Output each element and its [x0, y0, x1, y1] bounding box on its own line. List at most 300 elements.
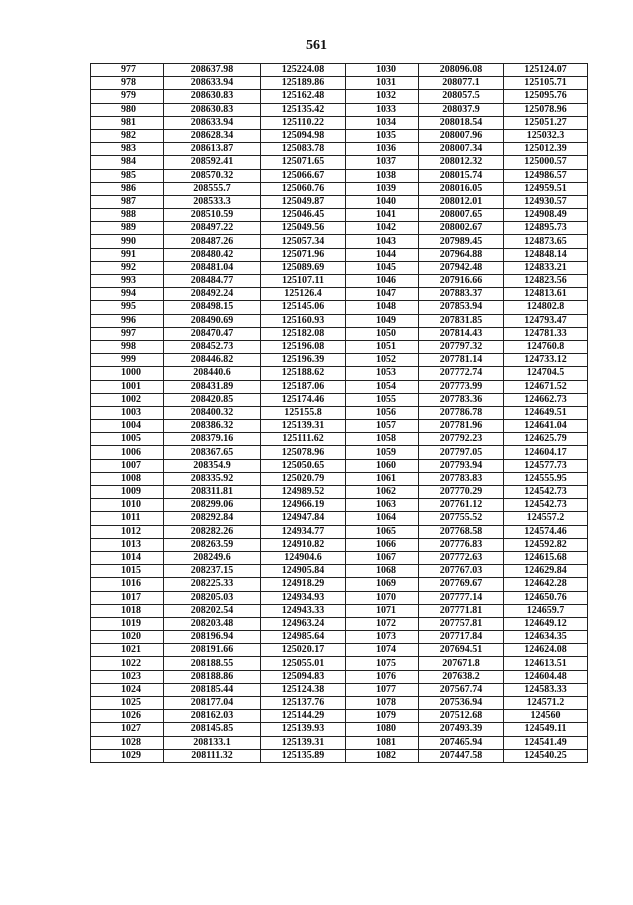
- y-coordinate-left: 124934.93: [261, 591, 346, 604]
- point-number-left: 999: [91, 354, 164, 367]
- y-coordinate-right: 124604.17: [504, 446, 588, 459]
- x-coordinate-left: 208498.15: [164, 301, 261, 314]
- point-number-left: 1019: [91, 617, 164, 630]
- point-number-left: 1011: [91, 512, 164, 525]
- table-row: [91, 657, 588, 670]
- y-coordinate-left: 125107.11: [261, 275, 346, 288]
- table-row: [91, 393, 588, 406]
- point-number-right: 1055: [346, 393, 419, 406]
- y-coordinate-right: 124959.51: [504, 182, 588, 195]
- x-coordinate-left: 208145.85: [164, 723, 261, 736]
- x-coordinate-left: 208440.6: [164, 367, 261, 380]
- x-coordinate-right: 207512.68: [419, 710, 504, 723]
- y-coordinate-left: 124910.82: [261, 538, 346, 551]
- x-coordinate-right: 207755.52: [419, 512, 504, 525]
- x-coordinate-right: 207786.78: [419, 406, 504, 419]
- y-coordinate-left: 125187.06: [261, 380, 346, 393]
- x-coordinate-right: 208007.65: [419, 209, 504, 222]
- point-number-right: 1031: [346, 77, 419, 90]
- point-number-left: 1026: [91, 710, 164, 723]
- y-coordinate-right: 124895.73: [504, 222, 588, 235]
- point-number-right: 1078: [346, 697, 419, 710]
- y-coordinate-right: 124634.35: [504, 631, 588, 644]
- x-coordinate-left: 208533.3: [164, 195, 261, 208]
- x-coordinate-right: 207757.81: [419, 617, 504, 630]
- y-coordinate-left: 125139.93: [261, 723, 346, 736]
- table-row: [91, 499, 588, 512]
- table-row: [91, 235, 588, 248]
- y-coordinate-right: 124574.46: [504, 525, 588, 538]
- point-number-left: 1007: [91, 459, 164, 472]
- x-coordinate-right: 207783.83: [419, 472, 504, 485]
- point-number-right: 1071: [346, 604, 419, 617]
- y-coordinate-right: 124662.73: [504, 393, 588, 406]
- y-coordinate-left: 125155.8: [261, 406, 346, 419]
- y-coordinate-right: 124704.5: [504, 367, 588, 380]
- point-number-left: 989: [91, 222, 164, 235]
- point-number-left: 984: [91, 156, 164, 169]
- table-row: [91, 446, 588, 459]
- point-number-left: 1010: [91, 499, 164, 512]
- y-coordinate-right: 124781.33: [504, 327, 588, 340]
- point-number-right: 1054: [346, 380, 419, 393]
- y-coordinate-left: 125188.62: [261, 367, 346, 380]
- y-coordinate-left: 125046.45: [261, 209, 346, 222]
- y-coordinate-right: 125012.39: [504, 143, 588, 156]
- point-number-right: 1068: [346, 565, 419, 578]
- table-row: [91, 129, 588, 142]
- table-row: [91, 617, 588, 630]
- x-coordinate-right: 208077.1: [419, 77, 504, 90]
- x-coordinate-left: 208480.42: [164, 248, 261, 261]
- x-coordinate-left: 208249.6: [164, 551, 261, 564]
- y-coordinate-right: 125078.96: [504, 103, 588, 116]
- x-coordinate-left: 208510.59: [164, 209, 261, 222]
- table-row: [91, 749, 588, 762]
- table-row: [91, 301, 588, 314]
- x-coordinate-left: 208613.87: [164, 143, 261, 156]
- x-coordinate-left: 208111.32: [164, 749, 261, 762]
- x-coordinate-right: 207694.51: [419, 644, 504, 657]
- point-number-left: 1006: [91, 446, 164, 459]
- y-coordinate-left: 124905.84: [261, 565, 346, 578]
- point-number-right: 1052: [346, 354, 419, 367]
- point-number-right: 1077: [346, 683, 419, 696]
- y-coordinate-left: 125224.08: [261, 64, 346, 77]
- x-coordinate-left: 208196.94: [164, 631, 261, 644]
- y-coordinate-left: 124966.19: [261, 499, 346, 512]
- y-coordinate-left: 125160.93: [261, 314, 346, 327]
- x-coordinate-left: 208431.89: [164, 380, 261, 393]
- y-coordinate-right: 125032.3: [504, 129, 588, 142]
- y-coordinate-left: 125110.22: [261, 116, 346, 129]
- x-coordinate-left: 208133.1: [164, 736, 261, 749]
- point-number-left: 1022: [91, 657, 164, 670]
- x-coordinate-right: 208018.54: [419, 116, 504, 129]
- table-row: [91, 222, 588, 235]
- x-coordinate-right: 207792.23: [419, 433, 504, 446]
- point-number-left: 1025: [91, 697, 164, 710]
- x-coordinate-right: 207767.03: [419, 565, 504, 578]
- table-row: [91, 406, 588, 419]
- x-coordinate-right: 207964.88: [419, 248, 504, 261]
- table-row: [91, 275, 588, 288]
- x-coordinate-right: 207793.94: [419, 459, 504, 472]
- point-number-right: 1040: [346, 195, 419, 208]
- y-coordinate-right: 124659.7: [504, 604, 588, 617]
- point-number-left: 1027: [91, 723, 164, 736]
- x-coordinate-right: 208057.5: [419, 90, 504, 103]
- table-row: [91, 525, 588, 538]
- x-coordinate-left: 208592.41: [164, 156, 261, 169]
- point-number-right: 1063: [346, 499, 419, 512]
- coordinates-table: [90, 63, 588, 763]
- y-coordinate-left: 125196.08: [261, 340, 346, 353]
- y-coordinate-right: 124641.04: [504, 420, 588, 433]
- point-number-right: 1081: [346, 736, 419, 749]
- table-row: [91, 90, 588, 103]
- table-row: [91, 261, 588, 274]
- x-coordinate-left: 208311.81: [164, 486, 261, 499]
- y-coordinate-right: 124649.51: [504, 406, 588, 419]
- point-number-right: 1035: [346, 129, 419, 142]
- table-row: [91, 736, 588, 749]
- y-coordinate-left: 125145.06: [261, 301, 346, 314]
- x-coordinate-right: 208002.67: [419, 222, 504, 235]
- point-number-left: 1023: [91, 670, 164, 683]
- point-number-left: 977: [91, 64, 164, 77]
- x-coordinate-left: 208470.47: [164, 327, 261, 340]
- y-coordinate-right: 124541.49: [504, 736, 588, 749]
- table-row: [91, 195, 588, 208]
- point-number-right: 1056: [346, 406, 419, 419]
- y-coordinate-right: 124629.84: [504, 565, 588, 578]
- table-row: [91, 182, 588, 195]
- y-coordinate-right: 124930.57: [504, 195, 588, 208]
- y-coordinate-left: 125083.78: [261, 143, 346, 156]
- point-number-right: 1074: [346, 644, 419, 657]
- point-number-left: 979: [91, 90, 164, 103]
- x-coordinate-right: 207776.83: [419, 538, 504, 551]
- x-coordinate-right: 207671.8: [419, 657, 504, 670]
- x-coordinate-right: 207797.32: [419, 340, 504, 353]
- x-coordinate-right: 207797.05: [419, 446, 504, 459]
- x-coordinate-left: 208191.66: [164, 644, 261, 657]
- table-row: [91, 340, 588, 353]
- x-coordinate-right: 207783.36: [419, 393, 504, 406]
- point-number-left: 980: [91, 103, 164, 116]
- point-number-left: 1015: [91, 565, 164, 578]
- y-coordinate-left: 125124.38: [261, 683, 346, 696]
- y-coordinate-left: 125057.34: [261, 235, 346, 248]
- x-coordinate-right: 207465.94: [419, 736, 504, 749]
- x-coordinate-left: 208379.16: [164, 433, 261, 446]
- y-coordinate-right: 124986.57: [504, 169, 588, 182]
- point-number-right: 1033: [346, 103, 419, 116]
- x-coordinate-right: 207769.67: [419, 578, 504, 591]
- x-coordinate-right: 207781.96: [419, 420, 504, 433]
- y-coordinate-right: 124540.25: [504, 749, 588, 762]
- table-row: [91, 367, 588, 380]
- point-number-right: 1038: [346, 169, 419, 182]
- point-number-left: 987: [91, 195, 164, 208]
- y-coordinate-left: 125055.01: [261, 657, 346, 670]
- y-coordinate-right: 124649.12: [504, 617, 588, 630]
- table-row: [91, 565, 588, 578]
- y-coordinate-left: 124989.52: [261, 486, 346, 499]
- x-coordinate-left: 208487.26: [164, 235, 261, 248]
- point-number-left: 1004: [91, 420, 164, 433]
- x-coordinate-right: 207831.85: [419, 314, 504, 327]
- x-coordinate-left: 208203.48: [164, 617, 261, 630]
- y-coordinate-right: 125000.57: [504, 156, 588, 169]
- y-coordinate-right: 124542.73: [504, 499, 588, 512]
- point-number-left: 983: [91, 143, 164, 156]
- table-row: [91, 697, 588, 710]
- point-number-right: 1058: [346, 433, 419, 446]
- x-coordinate-left: 208492.24: [164, 288, 261, 301]
- point-number-right: 1065: [346, 525, 419, 538]
- y-coordinate-right: 124908.49: [504, 209, 588, 222]
- point-number-left: 998: [91, 340, 164, 353]
- y-coordinate-right: 124802.8: [504, 301, 588, 314]
- point-number-right: 1043: [346, 235, 419, 248]
- x-coordinate-left: 208202.54: [164, 604, 261, 617]
- point-number-left: 1024: [91, 683, 164, 696]
- point-number-right: 1060: [346, 459, 419, 472]
- table-row: [91, 670, 588, 683]
- y-coordinate-left: 124918.29: [261, 578, 346, 591]
- point-number-left: 1013: [91, 538, 164, 551]
- point-number-left: 997: [91, 327, 164, 340]
- x-coordinate-left: 208446.82: [164, 354, 261, 367]
- point-number-left: 995: [91, 301, 164, 314]
- y-coordinate-right: 124793.47: [504, 314, 588, 327]
- table-row: [91, 143, 588, 156]
- table-row: [91, 288, 588, 301]
- x-coordinate-right: 208015.74: [419, 169, 504, 182]
- y-coordinate-right: 124642.28: [504, 578, 588, 591]
- table-row: [91, 710, 588, 723]
- y-coordinate-left: 125094.98: [261, 129, 346, 142]
- y-coordinate-left: 125094.83: [261, 670, 346, 683]
- table-row: [91, 64, 588, 77]
- page-number: 561: [306, 38, 327, 53]
- x-coordinate-left: 208637.98: [164, 64, 261, 77]
- y-coordinate-right: 124542.73: [504, 486, 588, 499]
- x-coordinate-left: 208263.59: [164, 538, 261, 551]
- point-number-right: 1075: [346, 657, 419, 670]
- x-coordinate-right: 207770.29: [419, 486, 504, 499]
- y-coordinate-right: 124625.79: [504, 433, 588, 446]
- y-coordinate-left: 125020.79: [261, 472, 346, 485]
- point-number-right: 1069: [346, 578, 419, 591]
- point-number-right: 1042: [346, 222, 419, 235]
- point-number-right: 1048: [346, 301, 419, 314]
- point-number-left: 1012: [91, 525, 164, 538]
- y-coordinate-left: 125135.89: [261, 749, 346, 762]
- y-coordinate-left: 125135.42: [261, 103, 346, 116]
- point-number-right: 1080: [346, 723, 419, 736]
- point-number-left: 1003: [91, 406, 164, 419]
- table-row: [91, 420, 588, 433]
- point-number-left: 978: [91, 77, 164, 90]
- x-coordinate-right: 208037.9: [419, 103, 504, 116]
- x-coordinate-right: 207536.94: [419, 697, 504, 710]
- y-coordinate-right: 124560: [504, 710, 588, 723]
- x-coordinate-left: 208292.84: [164, 512, 261, 525]
- y-coordinate-left: 124985.64: [261, 631, 346, 644]
- table-row: [91, 156, 588, 169]
- x-coordinate-left: 208633.94: [164, 116, 261, 129]
- y-coordinate-right: 124848.14: [504, 248, 588, 261]
- table-row: [91, 77, 588, 90]
- point-number-right: 1047: [346, 288, 419, 301]
- y-coordinate-right: 125124.07: [504, 64, 588, 77]
- point-number-left: 990: [91, 235, 164, 248]
- x-coordinate-left: 208400.32: [164, 406, 261, 419]
- point-number-right: 1076: [346, 670, 419, 683]
- x-coordinate-left: 208299.06: [164, 499, 261, 512]
- point-number-left: 1005: [91, 433, 164, 446]
- y-coordinate-right: 124604.48: [504, 670, 588, 683]
- point-number-right: 1082: [346, 749, 419, 762]
- y-coordinate-right: 124571.2: [504, 697, 588, 710]
- x-coordinate-left: 208205.03: [164, 591, 261, 604]
- y-coordinate-left: 125144.29: [261, 710, 346, 723]
- point-number-left: 1001: [91, 380, 164, 393]
- x-coordinate-right: 208096.08: [419, 64, 504, 77]
- y-coordinate-right: 124577.73: [504, 459, 588, 472]
- point-number-left: 1020: [91, 631, 164, 644]
- y-coordinate-left: 125182.08: [261, 327, 346, 340]
- point-number-left: 982: [91, 129, 164, 142]
- point-number-left: 1002: [91, 393, 164, 406]
- point-number-left: 986: [91, 182, 164, 195]
- point-number-left: 1021: [91, 644, 164, 657]
- table-row: [91, 486, 588, 499]
- point-number-right: 1046: [346, 275, 419, 288]
- y-coordinate-left: 125139.31: [261, 420, 346, 433]
- point-number-right: 1045: [346, 261, 419, 274]
- x-coordinate-right: 207777.14: [419, 591, 504, 604]
- x-coordinate-left: 208188.86: [164, 670, 261, 683]
- point-number-right: 1072: [346, 617, 419, 630]
- y-coordinate-right: 124549.11: [504, 723, 588, 736]
- x-coordinate-right: 208007.34: [419, 143, 504, 156]
- table-row: [91, 116, 588, 129]
- table-row: [91, 354, 588, 367]
- x-coordinate-right: 208016.05: [419, 182, 504, 195]
- y-coordinate-left: 125137.76: [261, 697, 346, 710]
- table-row: [91, 380, 588, 393]
- point-number-right: 1037: [346, 156, 419, 169]
- x-coordinate-left: 208188.55: [164, 657, 261, 670]
- table-row: [91, 209, 588, 222]
- point-number-right: 1067: [346, 551, 419, 564]
- x-coordinate-left: 208484.77: [164, 275, 261, 288]
- y-coordinate-left: 125050.65: [261, 459, 346, 472]
- point-number-right: 1053: [346, 367, 419, 380]
- point-number-left: 991: [91, 248, 164, 261]
- point-number-left: 1000: [91, 367, 164, 380]
- x-coordinate-right: 207772.63: [419, 551, 504, 564]
- point-number-left: 993: [91, 275, 164, 288]
- point-number-left: 1018: [91, 604, 164, 617]
- x-coordinate-left: 208386.32: [164, 420, 261, 433]
- y-coordinate-right: 124592.82: [504, 538, 588, 551]
- y-coordinate-left: 125189.86: [261, 77, 346, 90]
- y-coordinate-right: 124557.2: [504, 512, 588, 525]
- x-coordinate-right: 207638.2: [419, 670, 504, 683]
- x-coordinate-right: 207853.94: [419, 301, 504, 314]
- y-coordinate-left: 124934.77: [261, 525, 346, 538]
- point-number-left: 996: [91, 314, 164, 327]
- point-number-right: 1049: [346, 314, 419, 327]
- x-coordinate-left: 208420.85: [164, 393, 261, 406]
- y-coordinate-right: 125051.27: [504, 116, 588, 129]
- x-coordinate-left: 208633.94: [164, 77, 261, 90]
- point-number-right: 1073: [346, 631, 419, 644]
- x-coordinate-left: 208481.04: [164, 261, 261, 274]
- y-coordinate-left: 125071.96: [261, 248, 346, 261]
- y-coordinate-left: 124943.33: [261, 604, 346, 617]
- y-coordinate-left: 125049.56: [261, 222, 346, 235]
- point-number-left: 1009: [91, 486, 164, 499]
- x-coordinate-left: 208497.22: [164, 222, 261, 235]
- table-row: [91, 314, 588, 327]
- table-row: [91, 327, 588, 340]
- point-number-right: 1066: [346, 538, 419, 551]
- point-number-right: 1032: [346, 90, 419, 103]
- x-coordinate-left: 208555.7: [164, 182, 261, 195]
- point-number-left: 1017: [91, 591, 164, 604]
- y-coordinate-left: 124904.6: [261, 551, 346, 564]
- table-row: [91, 169, 588, 182]
- x-coordinate-right: 207989.45: [419, 235, 504, 248]
- point-number-right: 1064: [346, 512, 419, 525]
- table-row: [91, 644, 588, 657]
- x-coordinate-right: 208007.96: [419, 129, 504, 142]
- x-coordinate-right: 207567.74: [419, 683, 504, 696]
- table-row: [91, 512, 588, 525]
- point-number-right: 1070: [346, 591, 419, 604]
- point-number-right: 1044: [346, 248, 419, 261]
- y-coordinate-right: 124624.08: [504, 644, 588, 657]
- x-coordinate-left: 208630.83: [164, 90, 261, 103]
- y-coordinate-left: 125060.76: [261, 182, 346, 195]
- point-number-right: 1051: [346, 340, 419, 353]
- y-coordinate-right: 124760.8: [504, 340, 588, 353]
- point-number-left: 1008: [91, 472, 164, 485]
- y-coordinate-left: 125071.65: [261, 156, 346, 169]
- y-coordinate-right: 124733.12: [504, 354, 588, 367]
- x-coordinate-right: 207781.14: [419, 354, 504, 367]
- table-row: [91, 578, 588, 591]
- x-coordinate-right: 207772.74: [419, 367, 504, 380]
- x-coordinate-left: 208630.83: [164, 103, 261, 116]
- y-coordinate-left: 125162.48: [261, 90, 346, 103]
- y-coordinate-right: 124873.65: [504, 235, 588, 248]
- x-coordinate-left: 208177.04: [164, 697, 261, 710]
- table-row: [91, 604, 588, 617]
- point-number-left: 1029: [91, 749, 164, 762]
- y-coordinate-right: 124555.95: [504, 472, 588, 485]
- x-coordinate-left: 208162.03: [164, 710, 261, 723]
- y-coordinate-right: 124650.76: [504, 591, 588, 604]
- x-coordinate-left: 208237.15: [164, 565, 261, 578]
- x-coordinate-right: 207916.66: [419, 275, 504, 288]
